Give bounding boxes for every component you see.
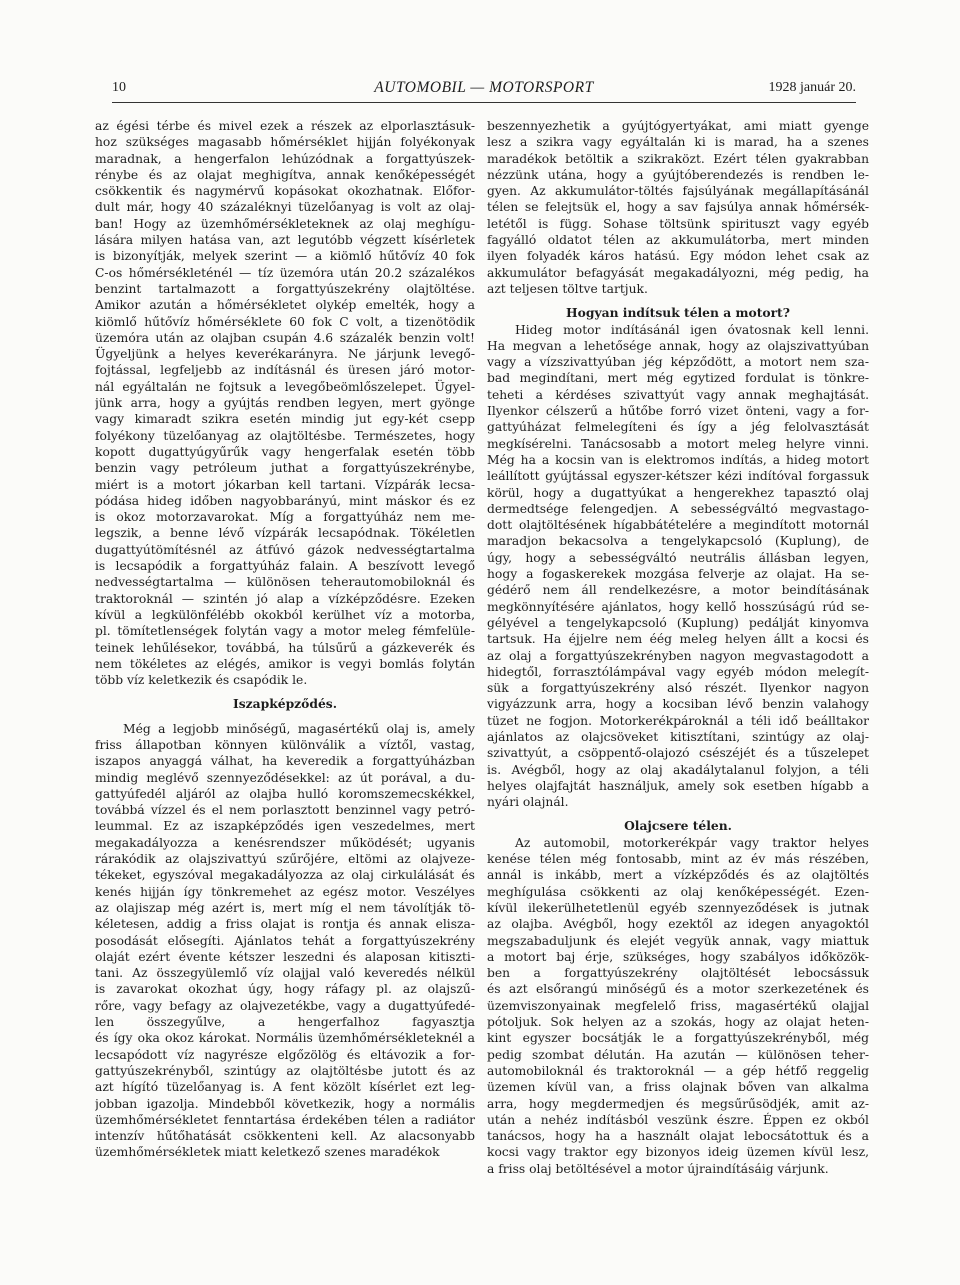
text-line: automobiloknál és traktoroknál — a gép hétfő reggelig [487,1063,869,1078]
text-line: maradékok betöltik a szikraközt. Ezért télen gyakrabban [487,151,869,166]
text-line: len összegyűlve, a hengerfalhoz fagyasztja [95,1015,475,1030]
text-line: Amikor azután a hőmérsékletet olykép emelték, hogy a [95,298,475,313]
paragraph-fuel-dilution [95,118,475,688]
text-line: lecsapódott víz nagyrésze elgőzölög és eltávozik a for- [95,1047,475,1062]
text-line: üzemen kívül van, a friss olajnak bőven van alkalma [487,1080,869,1095]
text-line: után a nehéz indításból veszünk észre. Éppen ez okból [487,1112,869,1127]
section-heading-iszapkepzodes: Iszapképződés. [233,696,337,712]
text-line: hoz szükséges magasabb hőmérséklet hijján folyékonyak [95,135,475,150]
text-line: ajánlatos az olajcsöveket kitisztítani, szintúgy az olaj- [487,729,869,744]
text-line: jobban igazolja. Mindebből következik, hogy a normális [95,1096,475,1111]
text-line: ilyen folyadék káros hatású. Egy módon lehet csak az [487,249,869,264]
text-line: ban! Hogy az üzemhőmérsékleteknek az olaj meghígu- [95,216,475,231]
text-line: üzemhőmérsékletek miatt keletkező szenes maradékok [95,1145,440,1160]
text-line: nál egyáltalán ne fojtsuk a levegőbeömlőszelepet. Ügyel- [95,379,475,394]
text-line: ben a forgattyúszekrény olajtöltését lebocsássuk [487,966,869,981]
text-line: tartsuk. Ha éjjelre nem éég meleg helyen állt a kocsi és [487,632,869,647]
text-line: hogy a fogaskerekek mozgása felverje az olajat. Ha se- [487,567,869,582]
text-line: Hideg motor indításánál igen óvatosnak kell lenni. [515,322,869,337]
text-line: kenés hijján így tönkremehet az egész motor. Veszélyes [95,884,475,899]
text-line: folyékony tüzelőanyag az olajtöltésbe. Természetes, hogy [95,428,475,443]
text-line: letétől is függ. Sohase töltsünk spirituszt vagy egyéb [487,216,869,231]
text-line: benzint tartalmazott a forgattyúszekrény olajtöltése. [95,281,475,296]
section-heading-winter-start: Hogyan indítsuk télen a motort? [566,305,790,321]
text-line: fagyálló oldatot télen az akkumulátorba, mert minden [487,233,869,248]
text-line: kéletesen, addig a friss olajat is rontja és annak elisza- [95,917,475,932]
text-line: gyen. Az akkumulátor-töltés fajsúlyának megállapításánál [487,184,869,199]
text-line: pl. tömítetlenségek folytán vagy a motor meleg fémfelüle- [95,624,475,639]
text-line: tüzet ne fogjon. Motorkerékpároknál a téli idő beálltakor [487,713,869,728]
text-line: azt teljesen töltve tartjuk. [487,281,648,296]
right-column [487,118,869,1177]
text-line: és így oka okoz károkat. Normális üzemhőmérsékleteknél a [95,1031,475,1046]
text-line: vagy kimaradt szikra esetén mindig jut egy-két csepp [95,412,475,427]
text-line: vagy a vízszivattyúban jég képződött, a motort nem sza- [487,355,869,370]
text-line: kiömlő hűtővíz hőmérséklete 60 fok C volt, a tizenötödik [95,314,475,329]
text-line: beszennyezhetik a gyújtógyertyákat, ami miatt gyenge [487,119,869,133]
text-line: gattyúfedél aljáról az olajba hulló koromszemecskékkel, [95,786,475,801]
text-line: mindig meglévő szennyeződésekkel: az út porával, a du- [95,770,475,785]
text-line: gédérő nem áll rendelkezésre, a motor beindításának [487,583,869,598]
text-line: maradnak, a hengerfalon lehúzódnak a forgattyúszek- [95,151,475,166]
text-line: Ha megvan a lehetősége annak, hogy az olajszivattyúban [487,338,869,353]
publication-title: AUTOMOBIL — MOTORSPORT [374,79,594,96]
text-line: üzemviszonyainak megfelelő friss, magasértékű olajjal [487,998,869,1013]
text-line: C-os hőmérsékleténél — tíz üzemóra után 20.2 százalékos [95,265,475,280]
text-line: is lecsapódik a forgattyúház falain. A beszívott levegő [95,559,475,574]
text-line: arra, hogy megdermedjen és megsűrűsödjék, amit az- [487,1096,869,1111]
issue-date: 1928 január 20. [768,80,856,95]
text-line: kívül a legkülönfélébb okokból kerülhet víz a motorba, [95,607,475,622]
text-line: megszabaduljunk és elejét vegyük annak, vagy miattuk [487,933,869,948]
text-line: télen se felejtsük el, hogy a sav fajsúlya annak hőmérsék- [487,200,869,215]
text-line: üzemóra után az olajban csupán 4.6 százalék benzin volt! [95,330,475,345]
text-line: körül, hogy a dugattyúkat a hengerekhez tapasztó olaj [487,485,869,500]
text-line: nem tökéletes az elégés, amikor is vegyi bomlás folytán [95,656,475,671]
paragraph-sludge [95,721,475,1161]
text-line: Még a legjobb minőségű, magasértékű olaj is, amely [123,721,475,736]
left-column [95,118,475,1161]
text-line: akkumulátor befagyását megakadályozni, még pedig, ha [487,265,869,280]
text-line: azt hígító tüzelőanyag is. A fent közölt kísérlet ezt leg- [95,1080,475,1095]
page-header [112,78,856,103]
text-line: rőre, vagy befagy az olajvezetékbe, vagy a dugattyúfedé- [95,998,475,1013]
text-line: kocsi vagy traktor egy bizonyos ideig üzemen kívül lesz, [487,1145,869,1160]
text-line: tanácsos, hogy ha a használt olajat lebocsátottuk és a [487,1129,869,1144]
text-line: kopott dugattyúgyűrűk vagy hengerfalak esetén több [95,444,475,459]
text-line: szivattyút, a csöppentő-olajozó csészéjét és a tűszelepet [487,746,869,761]
text-line: a friss olaj betöltésével a motor újraindításáig várjunk. [487,1161,829,1176]
paragraph-oil-change [487,835,869,1177]
text-line: sük a forgattyúszekrény alsó részét. Ilyenkor nagyon [487,681,869,696]
text-line: nyári olajnál. [487,795,569,810]
text-line: traktoroknál — szintén jó alap a vízképződésre. Ezeken [95,591,475,606]
text-line: is bizonyítják, melyek szerint — a kiömlő hűtővíz 40 fok [95,249,475,264]
text-line: üzemhőmérsékletet fenntartása érdekében télen a radiátor [95,1112,475,1127]
text-line: Az automobil, motorkerékpár vagy traktor helyes [515,835,869,850]
text-line: Ügyeljünk a helyes keverékarányra. Ne járjunk levegő- [95,347,475,362]
text-line: iszapos anyaggá válhat, ha keveredik a forgattyúházban [95,754,475,769]
text-line: az olaj a forgattyúszekrényben nagyon megvastagodott a [487,648,869,663]
text-line: rárakódik az olajszivattyú szűrőjére, eltömi az olajveze- [95,852,475,867]
text-line: benzin vagy petróleum juthat a forgattyúszekrénybe, [95,461,475,476]
text-line: kenése télen még fontosabb, mint az év más részében, [487,852,869,867]
text-line: hidegtől, forrasztólámpával vagy egyéb módon melegít- [487,664,869,679]
text-line: pódása hideg időben nagyobbarányú, mint máskor és ez [95,493,475,508]
section-heading-oil-change: Olajcsere télen. [624,818,732,834]
text-line: és azt elsőrangú minőségű és a motor szerkezetének és [487,982,869,997]
text-line: helyes olajfajtát használjuk, amely sok esetben hígabb a [487,778,869,793]
text-line: gattyúházat felmelegíteni és így a jég felolvasztását [487,420,869,435]
text-line: lesz a szikra vagy egyáltalán ki is marad, ha a szenes [487,135,869,150]
text-line: tékeket, egyszóval megakadályozza az olaj cirkulálását és [95,868,475,883]
text-line: friss állapotban könnyen különválik a víztől, vastag, [95,737,475,752]
text-line: maradjon bekacsolva a tengelykapcsoló (Kuplung), de [487,534,869,549]
text-line: gélyével a tengelykapcsoló (Kuplung) pedálját kinyomva [487,615,869,630]
text-line: miért is a motort jókarban kell tartani. Vízpárák lecsa- [95,477,475,492]
text-line: pedig szombat délután. Ha azután — különösen teher- [487,1047,869,1062]
text-line: dult már, hogy 40 százaléknyi tüzelőanyag is volt az olaj- [95,200,475,215]
text-line: intenzív hűtőhatását csökkenteni kell. Az alacsonyabb [95,1129,475,1144]
text-line: kívül ilekerülhetetlenül egyéb szennyeződések is jutnak [487,900,869,915]
text-line: jünk arra, hogy a gyújtás rendben legyen, mert gyönge [95,396,475,411]
text-line: bad megindítani, mert még egytized fordulat is tönkre- [487,371,869,386]
paragraph-winter-start [487,322,869,811]
text-line: lására milyen hatása van, azt legutóbb végzett kísérletek [95,233,475,248]
text-line: pótoljuk. Sok helyen az a szokás, hogy az olajat heten- [487,1015,869,1030]
text-line: fojtással, legfeljebb az indításnál és üresen járó motor- [95,363,475,378]
text-line: Még ha a kocsin van is elektromos indítás, a hideg motort [487,452,869,467]
text-line: legszik, a benne lévő vízpárák lecsapódnak. Tökéletlen [95,526,475,541]
text-line: gattyúszekrényből, szintúgy az olajtöltésbe jutott és az [95,1063,475,1078]
text-line: annál is inkább, mert a vízképződés és az olajtöltés [487,868,869,883]
text-line: dott olajtöltésének hígabbátételére a megindított motornál [487,518,869,533]
text-line: nézzünk utána, hogy a gyújtóberendezés is rendben le- [487,167,869,182]
text-line: rénybe és az olajat meghigítva, annak kenőképességét [95,167,475,182]
text-line: az égési térbe és mivel ezek a részek az elporlasztásuk- [95,119,475,133]
text-line: meghígulása csökkenti az olaj kenőképességét. Ezen- [487,884,869,899]
text-line: több víz keletkezik és csapódik le. [95,673,308,688]
paragraph-spark-battery [487,118,869,297]
text-line: leummal. Ez az iszapképződés igen veszedelmes, mert [95,819,475,834]
text-line: tani. Az összegyülemlő víz olajjal való keveredés nélkül [95,966,475,981]
page-number: 10 [112,80,126,95]
text-line: megkönnyítésére ajánlatos, hogy kellő hosszúságú rúd se- [487,599,869,614]
text-line: posodását elősegíti. Ajánlatos tehát a forgattyúszekrény [95,933,475,948]
text-line: úgy, hogy a sebességváltó neutrális állásban legyen, [487,550,869,565]
text-line: kint egyszer bocsátják le a forgattyúszekrényből, még [487,1031,869,1046]
text-line: is zavarokat okozhat úgy, hogy ráfagy pl. az olajszű- [95,982,475,997]
text-line: az olajba. Avégből, hogy ezektől az idegen anyagoktól [487,917,869,932]
text-line: vigyázzunk arra, hogy a kocsiban lévő benzin valahogy [487,697,869,712]
text-line: a motort baj érje, szükséges, hogy szabályos időközök- [487,949,869,964]
text-line: megkísérelni. Tanácsosabb a motort meleg helyre vinni. [487,436,869,451]
text-line: is okoz motorzavarokat. Míg a forgattyúház nem me- [95,510,475,525]
text-line: teheti a kérdéses szivattyút vagy annak meghajtását. [487,387,869,402]
text-line: Ilyenkor célszerű a hűtőbe forró vizet önteni, vagy a for- [487,404,869,419]
text-line: teinek lehűlésekor, továbbá, ha túlsűrű a gázkeverék és [95,640,475,655]
text-line: nedvességtartalma — különösen teherautomobiloknál és [95,575,475,590]
text-line: csökkentik és nagymérvű kopásokat okozhatnak. Előfor- [95,184,475,199]
text-line: továbbá vízzel és el nem porlasztott benzinnel vagy petró- [95,803,475,818]
text-line: dermedtsége felengedjen. A sebességváltó megvastago- [487,501,869,516]
text-line: az olajiszap még azért is, mert míg el nem távolítják tö- [95,900,475,915]
text-line: dugattyútömítésnél az átfúvó gázok nedvességtartalma [95,542,475,557]
text-line: megakadályozza a kenésrendszer működését; ugyanis [95,835,475,850]
text-line: olaját ezért évente kétszer leszedni és alaposan kitiszti- [95,949,475,964]
text-line: leállított gyújtással egyszer-kétszer kézi indítóval forgassuk [487,469,869,484]
text-line: is. Avégből, hogy az olaj akadálytalanul folyjon, a téli [487,762,869,777]
